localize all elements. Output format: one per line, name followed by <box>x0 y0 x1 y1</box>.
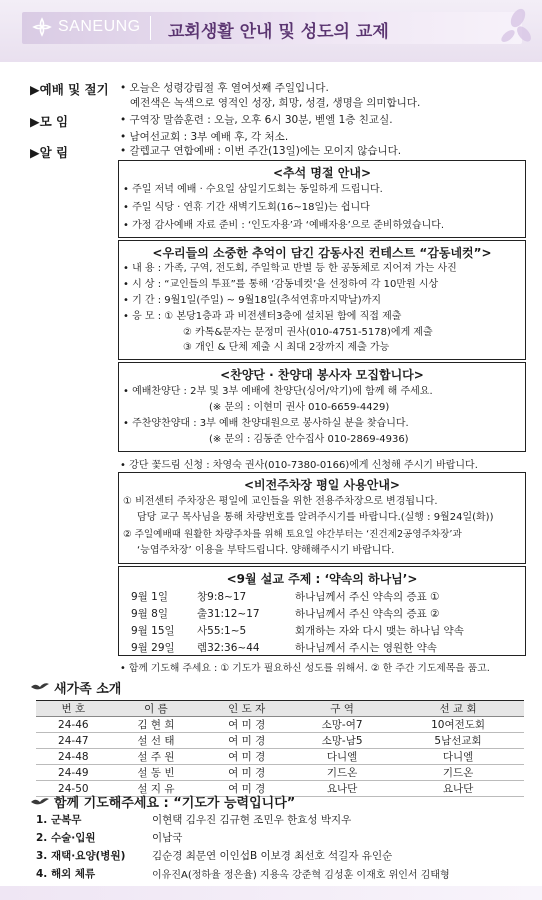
chuseok-item: • 주일 식당 · 연휴 기간 새벽기도회(16~18일)는 쉽니다 <box>123 202 370 213</box>
sermon-text: 렘32:36~44 <box>197 642 260 654</box>
new-family-heading: 새가족 소개 <box>54 682 122 697</box>
cell-name: 설 동 빈 <box>111 765 202 781</box>
worship-line-1: • 오늘은 성령강림절 후 열여섯째 주일입니다. <box>120 82 329 94</box>
table-row <box>36 749 524 765</box>
notice-line-2: • 갈렙교구 연합예배 : 이번 주간(13일)에는 모이지 않습니다. <box>120 145 402 157</box>
contest-item: • 응 모 : ① 본당1층과 과 비전센터3층에 설치된 함에 직접 제출 <box>123 311 402 322</box>
sermon-list <box>119 587 525 657</box>
cell-mission: 다니엘 <box>392 749 524 765</box>
church-logo <box>32 17 141 37</box>
col-mission: 선 교 회 <box>392 701 524 717</box>
footer-band <box>0 886 542 900</box>
prayer-label: 4. 해외 체류 <box>36 868 96 880</box>
col-name: 이 름 <box>111 701 202 717</box>
notice-line-1: • 남여선교회 : 3부 예배 후, 각 처소. <box>120 131 289 143</box>
meeting-label: ▶모 임 <box>30 114 69 129</box>
flower-logo-icon <box>32 17 52 37</box>
cell-number: 24-46 <box>36 717 111 733</box>
cell-district: 소망-여7 <box>292 717 392 733</box>
cell-district: 다니엘 <box>292 749 392 765</box>
cell-name: 설 선 태 <box>111 733 202 749</box>
page-title: 교회생활 안내 및 성도의 교제 <box>168 22 389 42</box>
choir-item: (※ 문의 : 김동준 안수집사 010-2869-4936) <box>209 434 409 445</box>
chuseok-item: • 가정 감사예배 자료 준비 : ‘인도자용’과 ‘예배자용’으로 준비하였습니다. <box>123 220 445 231</box>
prayer-label: 2. 수술·입원 <box>36 832 96 844</box>
cell-mission: 5남선교회 <box>392 733 524 749</box>
sermon-date: 9월 8일 <box>131 608 168 620</box>
contest-item: • 기 간 : 9월1일(주일) ~ 9월18일(추석연휴마지막날)까지 <box>123 295 382 306</box>
worship-label: ▶예배 및 절기 <box>30 82 109 97</box>
flower-line: • 강단 꽃드림 신청 : 차영숙 권사(010-7380-0166)에게 신청해 주시기 바랍니다. <box>120 460 478 471</box>
parking-item: ② 주일예배때 원활한 차량주차를 위해 토요일 야간부터는 ‘진건제2공영주차장’과 <box>123 529 462 540</box>
parking-item: ① 비전센터 주차장은 평일에 교인들을 위한 전용주차장으로 변경됩니다. <box>123 496 438 507</box>
cell-name: 설 지 유 <box>111 781 202 797</box>
contest-item: • 내 용 : 가족, 구역, 전도회, 주일학교 반별 등 한 공동체로 지어져 가는 사진 <box>123 263 457 274</box>
cell-district: 기드온 <box>292 765 392 781</box>
choir-item: • 예배찬양단 : 2부 및 3부 예배에 찬양단(싱어/악기)에 함께 해 주세요. <box>123 386 433 397</box>
cell-district: 소망-남5 <box>292 733 392 749</box>
cell-guide: 여 미 경 <box>201 717 292 733</box>
contest-title: <우리들의 소중한 추억이 담긴 감동사진 컨테스트 “감동네컷”> <box>152 246 492 260</box>
cell-number: 24-47 <box>36 733 111 749</box>
new-family-table <box>36 700 524 797</box>
contest-box <box>118 240 526 360</box>
sermon-theme: 하나님께서 주신 약속의 증표 ② <box>295 608 440 620</box>
sermon-date: 9월 1일 <box>131 591 168 603</box>
parking-item: 담당 교구 목사님을 통해 차량번호를 알려주시기를 바랍니다.(실행 : 9월24일(화)) <box>137 512 494 523</box>
bird-icon <box>30 794 50 808</box>
chuseok-item: • 주일 저녁 예배 · 수요일 삼일기도회는 동일하게 드립니다. <box>123 184 383 195</box>
bird-icon <box>30 679 50 693</box>
prayer-label: 1. 군복무 <box>36 814 82 826</box>
contest-item: • 시 상 : “교인들의 투표”를 통해 ‘감동네컷’을 선정하여 각 10만원 시상 <box>123 279 439 290</box>
cell-number: 24-49 <box>36 765 111 781</box>
col-number: 번 호 <box>36 701 111 717</box>
choir-title: <찬양단 · 찬양대 봉사자 모집합니다> <box>220 368 424 382</box>
sermon-theme: 하나님께서 주신 약속의 증표 ① <box>295 591 440 603</box>
col-district: 구 역 <box>292 701 392 717</box>
sermon-text: 창9:8~17 <box>197 591 247 603</box>
cell-number: 24-48 <box>36 749 111 765</box>
cell-guide: 여 미 경 <box>201 733 292 749</box>
parking-title: <비전주차장 평일 사용안내> <box>244 478 400 492</box>
prayer-label: 3. 재택·요양(병원) <box>36 850 126 862</box>
cell-guide: 여 미 경 <box>201 765 292 781</box>
parking-box <box>118 472 526 564</box>
header-divider <box>150 16 151 40</box>
cell-guide: 여 미 경 <box>201 781 292 797</box>
table-row <box>36 733 524 749</box>
contest-item: ③ 개인 & 단체 제출 시 최대 2장까지 제출 가능 <box>183 342 390 353</box>
parking-item: ‘능엽주차장’ 이용을 부탁드립니다. 양해해주시기 바랍니다. <box>137 545 395 556</box>
chuseok-box <box>118 160 526 238</box>
prayer-names: 김순경 최문연 이인섭B 이보경 최선호 석길자 유인순 <box>152 850 393 862</box>
worship-line-2: 예전색은 녹색으로 영적인 성장, 희망, 성결, 생명을 의미합니다. <box>130 97 421 109</box>
cell-district: 요나단 <box>292 781 392 797</box>
cell-name: 김 현 희 <box>111 717 202 733</box>
table-row <box>36 717 524 733</box>
sermon-theme: 하나님께서 주시는 영원한 약속 <box>295 642 437 654</box>
choir-box <box>118 362 526 452</box>
prayer-names: 이유진A(정하율 정은율) 지용옥 강준혁 김성훈 이재호 위인서 김태형 <box>152 870 450 881</box>
prayer-heading: 함께 기도해주세요 : “기도가 능력입니다” <box>54 796 296 811</box>
sermon-box <box>118 566 526 656</box>
cell-mission: 요나단 <box>392 781 524 797</box>
contest-item: ② 카톡&문자는 문정미 권사(010-4751-5178)에게 제출 <box>183 327 433 338</box>
table-row <box>36 765 524 781</box>
cell-mission: 기드온 <box>392 765 524 781</box>
prayer-names: 이현택 김우진 김규현 조민우 한효성 박지우 <box>152 814 352 826</box>
cell-number: 24-50 <box>36 781 111 797</box>
sermon-theme: 회개하는 자와 다시 맺는 하나님 약속 <box>295 625 464 637</box>
sermon-title: <9월 설교 주제 : ‘약속의 하나님’> <box>226 572 418 586</box>
meeting-line-1: • 구역장 말씀훈련 : 오늘, 오후 6시 30분, 벧엘 1층 친교실. <box>120 114 393 126</box>
col-guide: 인 도 자 <box>201 701 292 717</box>
pray-note: • 함께 기도해 주세요 : ① 기도가 필요하신 성도를 위해서. ② 한 주간 기도제목을 품고. <box>120 663 490 674</box>
table-header <box>36 701 524 717</box>
flower-decoration-icon <box>494 4 534 54</box>
sermon-text: 사55:1~5 <box>197 625 247 637</box>
notice-label: ▶알 림 <box>30 145 69 160</box>
header-banner <box>0 0 542 62</box>
logo-text: SANEUNG <box>58 18 141 35</box>
sermon-text: 출31:12~17 <box>197 608 260 620</box>
choir-item: • 주찬양찬양대 : 3부 예배 찬양대원으로 봉사하실 분을 찾습니다. <box>123 418 409 429</box>
sermon-date: 9월 15일 <box>131 625 175 637</box>
cell-guide: 여 미 경 <box>201 749 292 765</box>
cell-name: 설 주 원 <box>111 749 202 765</box>
sermon-date: 9월 29일 <box>131 642 175 654</box>
cell-mission: 10여전도회 <box>392 717 524 733</box>
chuseok-title: <추석 명절 안내> <box>272 166 372 180</box>
choir-item: (※ 문의 : 이현미 권사 010-6659-4429) <box>209 402 390 413</box>
prayer-names: 이남국 <box>152 832 183 844</box>
